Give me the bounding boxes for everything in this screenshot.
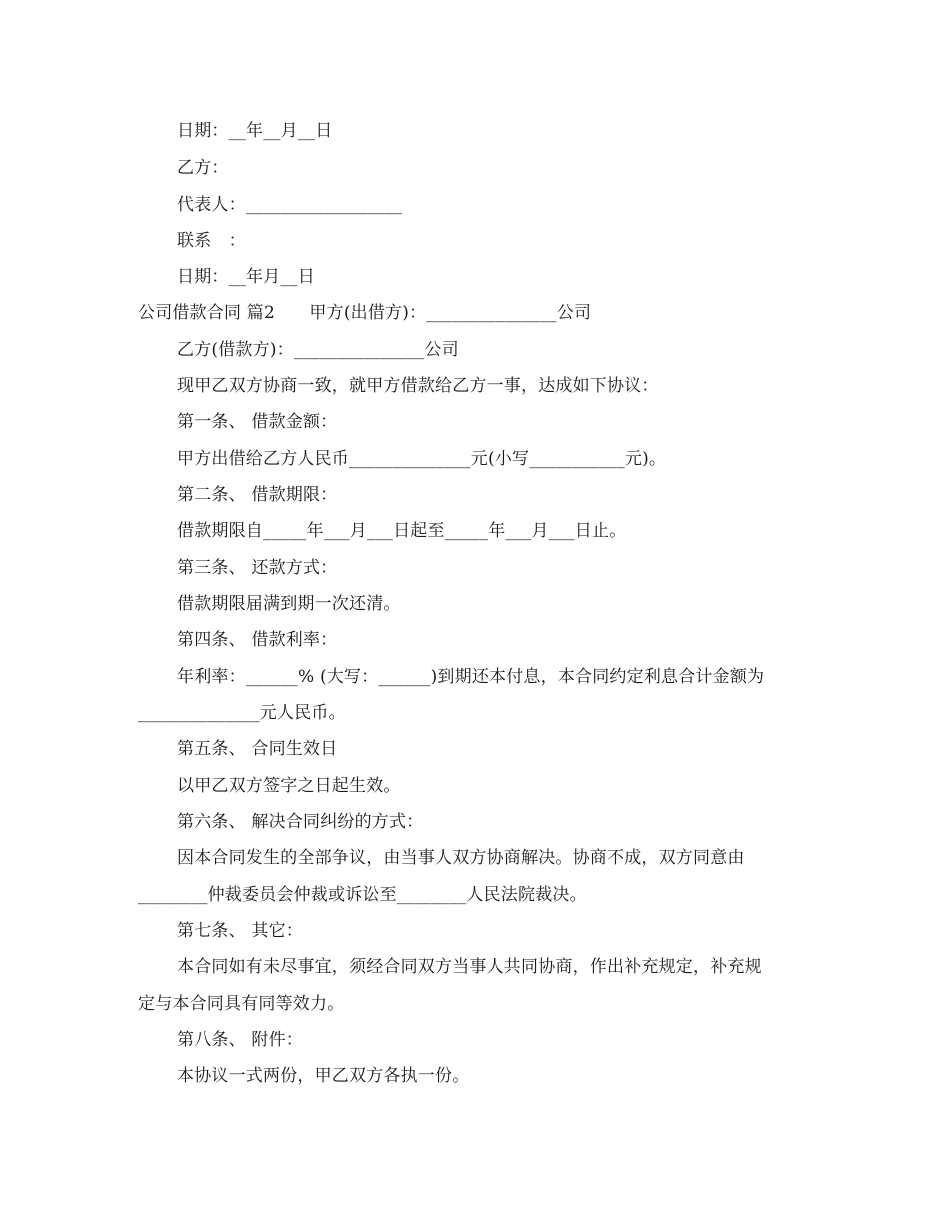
agreement-intro: 现甲乙双方协商一致，就甲方借款给乙方一事，达成如下协议：: [177, 376, 659, 396]
article-7-heading: 第七条、 其它：: [177, 921, 304, 941]
article-1-heading: 第一条、 借款金额：: [177, 412, 338, 432]
article-2-body: 借款期限自_____年___月___日起至_____年___月___日止。: [177, 521, 627, 541]
article-6-body-line-1: 因本合同发生的全部争议，由当事人双方协商解决。协商不成，双方同意由: [177, 848, 745, 868]
article-4-body-line-1: 年利率：______% (大写：______)到期还本付息，本合同约定利息合计金额为: [177, 667, 765, 687]
borrower-line: 乙方(借款方)：_______________公司: [177, 340, 459, 360]
article-5-body: 以甲乙双方签字之日起生效。: [177, 776, 401, 796]
article-3-body: 借款期限届满到期一次还清。: [177, 594, 401, 614]
article-4-body-line-2: ______________元人民币。: [138, 703, 346, 723]
article-1-body: 甲方出借给乙方人民币______________元(小写___________元)。: [177, 449, 667, 469]
article-8-body: 本协议一式两份，甲乙双方各执一份。: [177, 1066, 470, 1086]
party-b-label: 乙方：: [177, 158, 229, 178]
article-6-heading: 第六条、 解决合同纠纷的方式：: [177, 812, 424, 832]
article-7-body-line-1: 本合同如有未尽事宜，须经合同双方当事人共同协商，作出补充规定，补充规: [177, 957, 762, 977]
date-line-2: 日期：__年月__日: [177, 267, 315, 287]
article-4-heading: 第四条、 借款利率：: [177, 630, 338, 650]
representative-line: 代表人：__________________: [177, 195, 403, 215]
article-8-heading: 第八条、 附件：: [177, 1030, 304, 1050]
article-6-body-line-2: ________仲裁委员会仲裁或诉讼至________人民法院裁决。: [138, 885, 587, 905]
article-3-heading: 第三条、 还款方式：: [177, 558, 338, 578]
contract-heading-line: 公司借款合同 篇2 甲方(出借方)：_______________公司: [138, 303, 592, 323]
article-5-heading: 第五条、 合同生效日: [177, 739, 338, 759]
article-7-body-line-2: 定与本合同具有同等效力。: [138, 994, 345, 1014]
date-line-1: 日期：__年__月__日: [177, 121, 333, 141]
article-2-heading: 第二条、 借款期限：: [177, 485, 338, 505]
contact-line: 联系 ：: [177, 231, 246, 251]
